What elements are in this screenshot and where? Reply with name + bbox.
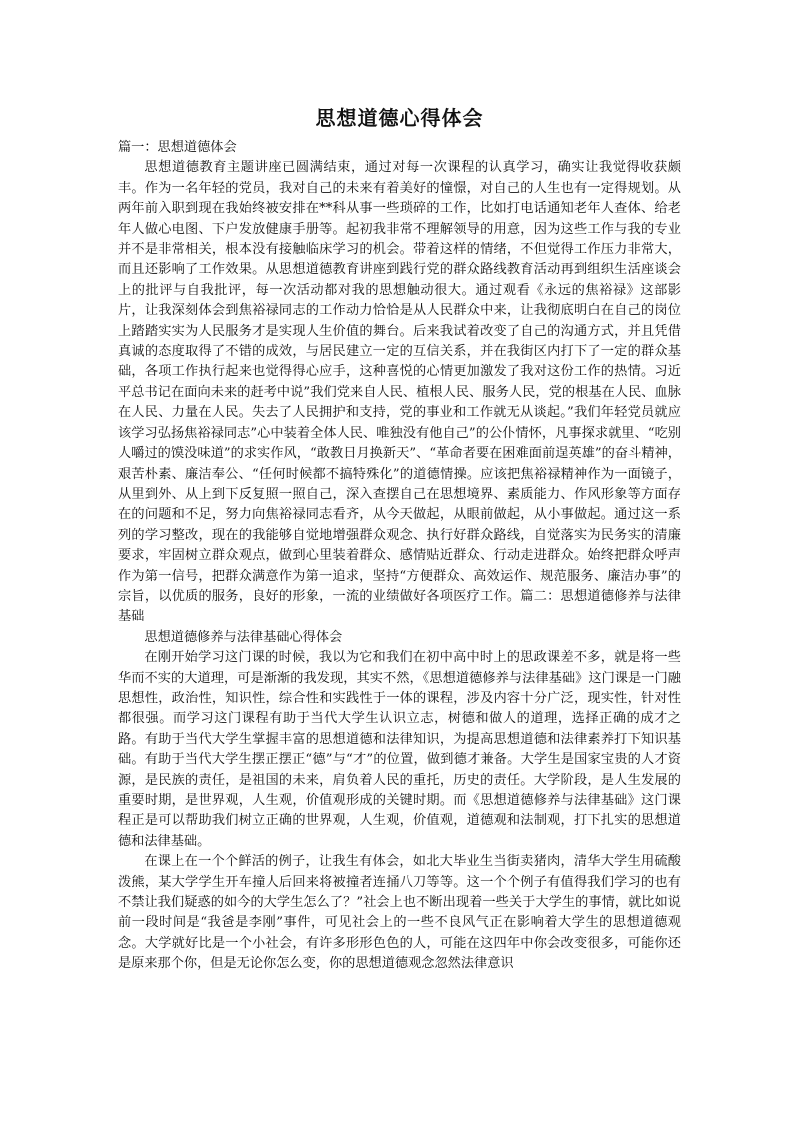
- section-2-paragraph-2: 在课上在一个个鲜活的例子，让我生有体会，如北大毕业生当街卖猪肉，清华大学生用硫酸泼熊，某大学学生开车撞人后回来将被撞者连捅八刀等等。这一个个例子有值得我们学习的也有不禁让我们疑惑的如今的大学生怎么了？”社会上也不断出现着一些关于大学生的事情，就比如说前一段时间是“我爸是李刚”事件，可见社会上的一些不良风气正在影响着大学生的思想道德观念。大学就好比是一个小社会，有许多形形色色的人，可能在这四年中你会改变很多，可能你还是原来那个你，但是无论你怎么变，你的思想道德观念忽然法律意识: [118, 854, 681, 972]
- section-1-heading: 篇一：思想道德体会: [118, 140, 237, 155]
- document-title: 思想道德心得体会: [315, 106, 484, 130]
- section-1-body: 思想道德教育主题讲座已圆满结束，通过对每一次课程的认真学习，确实让我觉得收获颇丰。作为一名年轻的党员，我对自己的未来有着美好的憧憬，对自己的人生也有一定得规划。从两年前入职到现在我始终被安排在**科从事一些琐碎的工作，比如打电话通知老年人查体、给老年人做心电图、下户发放健康手册等。起初我非常不理解领导的用意，因为这些工作与我的专业并不是非常相关，根本没有接触临床学习的机会。带着这样的情绪，不但觉得工作压力非常大，而且还影响了工作效果。从思想道德教育讲座到践行党的群众路线教育活动再到组织生活座谈会上的批评与自我批评，每一次活动都对我的思想触动很大。通过观看《永远的焦裕禄》这部影片，让我深刻体会到焦裕禄同志的工作动力恰恰是从人民群众中来，让我彻底明白在自己的岗位上踏踏实实为人民服务才是实现人生价值的舞台。后来我试着改变了自己的沟通方式，并且凭借真诚的态度取得了不错的成效，与居民建立一定的互信关系，并在我街区内打下了一定的群众基础，各项工作执行起来也觉得得心应手，这种喜悦的心情更加激发了我对这份工作的热情。习近平总书记在面向未来的赶考中说”我们党来自人民、植根人民、服务人民，党的根基在人民、血脉在人民、力量在人民。失去了人民拥护和支持，党的事业和工作就无从谈起。”我们年轻党员就应该学习弘扬焦裕禄同志”心中装着全体人民、唯独没有他自己”的公仆情怀，凡事探求就里、“吃别人嚼过的馍没味道”的求实作风，“敢教日月换新天”、“革命者要在困难面前逞英雄”的奋斗精神，艰苦朴素、廉洁奉公、“任何时候都不搞特殊化”的道德情操。应该把焦裕禄精神作为一面镜子，从里到外、从上到下反复照一照自己，深入查摆自己在思想境界、素质能力、作风形象等方面存在的问题和不足，努力向焦裕禄同志看齐，从今天做起，从眼前做起，从小事做起。通过这一系列的学习整改，现在的我能够自觉地增强群众观念、执行好群众路线，自觉落实为民务实的清廉要求，牢固树立群众观点，做到心里装着群众、感情贴近群众、行动走进群众。始终把群众呼声作为第一信号，把群众满意作为第一追求，坚持“方便群众、高效运作、规范服务、廉洁办事”的宗旨，以优质的服务，良好的形象，一流的业绩做好各项医疗工作。篇二：思想道德修养与法律基础: [118, 160, 681, 625]
- section-2-paragraph-1: 在刚开始学习这门课的时候，我以为它和我们在初中高中时上的思政课差不多，就是将一些华而不实的大道理，可是渐渐的我发现，其实不然，《思想道德修养与法律基础》这门课是一门融思想性，政治性，知识性，综合性和实践性于一体的课程，涉及内容十分广泛，现实性，针对性都很强。而学习这门课程有助于当代大学生认识立志，树德和做人的道理，选择正确的成才之路。有助于当代大学生掌握丰富的思想道德和法律知识，为提高思想道德和法律素养打下知识基础。有助于当代大学生摆正摆正“德”与“才”的位置，做到德才兼备。大学生是国家宝贵的人才资源，是民族的责任，是祖国的未来，肩负着人民的重托，历史的责任。大学阶段，是人生发展的重要时期，是世界观，人生观，价值观形成的关键时期。而《思想道德修养与法律基础》这门课程正是可以帮助我们树立正确的世界观，人生观，价值观，道德观和法制观，打下扎实的思想道德和法律基础。: [118, 650, 681, 849]
- document-page: [118, 104, 681, 975]
- section-2-subheading: 思想道德修养与法律基础心得体会: [144, 629, 343, 645]
